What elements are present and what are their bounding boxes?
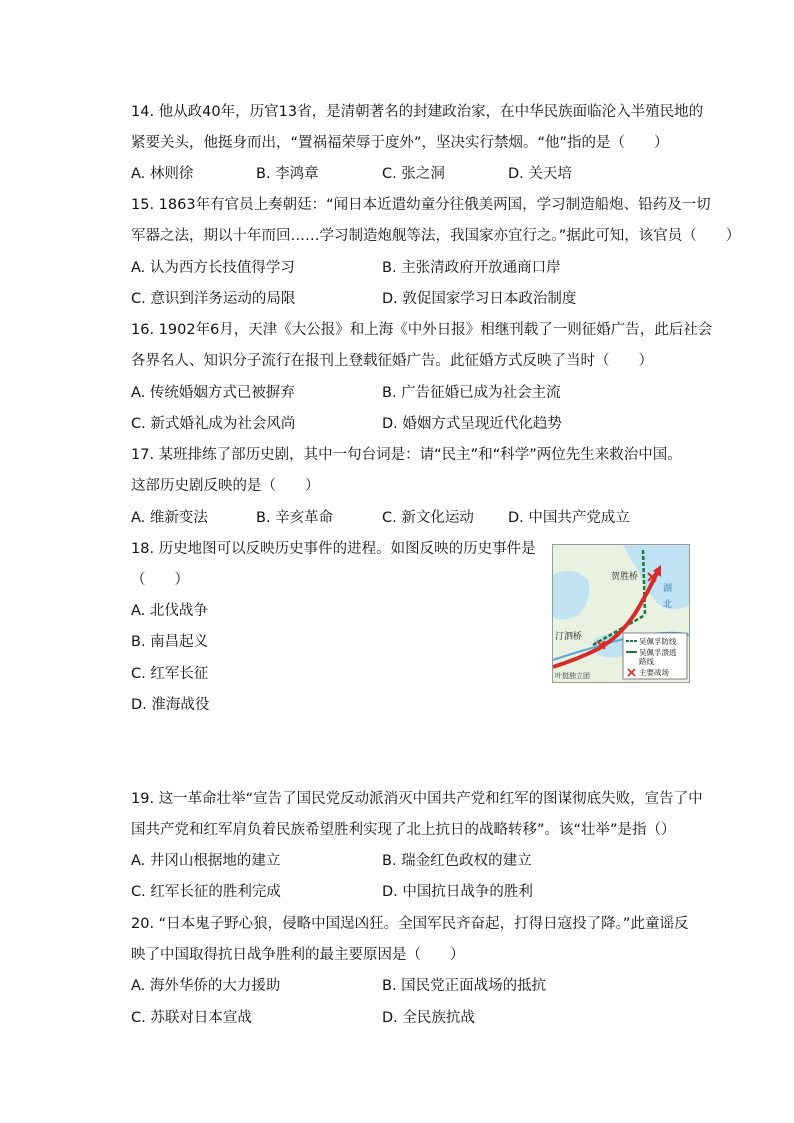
q17-option-d: D. 中国共产党成立 [508, 510, 630, 526]
q14-option-c: C. 张之洞 [382, 166, 445, 182]
q18-option-c: C. 红军长征 [131, 666, 209, 682]
q18-option-a: A. 北伐战争 [131, 603, 208, 619]
legend-defense-label: 吴佩孚防线 [639, 637, 677, 646]
q17-option-a: A. 维新变法 [131, 510, 208, 526]
q16-option-b: B. 广告征婚已成为社会主流 [382, 385, 561, 401]
q15-line1: 15. 1863年有官员上奏朝廷：“闻日本近遣幼童分往俄美两国，学习制造船炮、铅药及一切 [131, 197, 711, 213]
q16-option-d: D. 婚姻方式呈现近代化趋势 [382, 416, 562, 432]
q19-option-a: A. 井冈山根据地的建立 [131, 853, 281, 869]
q17-line1: 17. 某班排练了部历史剧，其中一句台词是：请“民主”和“科学”两位先生来救治中国。 [131, 447, 682, 463]
q20-line2: 映了中国取得抗日战争胜利的最主要原因是（ ） [131, 947, 465, 963]
q19-option-d: D. 中国抗日战争的胜利 [382, 884, 533, 900]
legend-route-label: 路线 [639, 657, 654, 666]
label-bei: 北 [663, 600, 673, 610]
q20-option-c: C. 苏联对日本宣战 [131, 1010, 252, 1026]
q16-line2: 各界名人、知识分子流行在报刊上登载征婚广告。此征婚方式反映了当时（ ） [131, 353, 653, 369]
label-hesheng-bridge: 贺胜桥 [611, 572, 639, 582]
q15-option-b: B. 主张清政府开放通商口岸 [382, 260, 561, 276]
q20-option-d: D. 全民族抗战 [382, 1010, 475, 1026]
q15-option-c: C. 意识到洋务运动的局限 [131, 291, 296, 307]
label-hu: 湖 [663, 584, 673, 594]
q15-option-d: D. 敦促国家学习日本政治制度 [382, 291, 577, 307]
legend-battle-label: 主要战场 [639, 668, 669, 677]
q16-option-c: C. 新式婚礼成为社会风尚 [131, 416, 296, 432]
q18-option-b: B. 南昌起义 [131, 634, 209, 650]
q19-option-c: C. 红军长征的胜利完成 [131, 884, 281, 900]
q19-line2: 国共产党和红军肩负着民族希望胜利实现了北上抗日的战略转移”。该“壮举”是指（） [131, 822, 676, 838]
q15-line2: 军器之法，期以十年而回……学习制造炮舰等法，我国家亦宜行之。”据此可知，该官员（ ） [131, 228, 741, 244]
q14-line2: 紧要关头，他挺身而出，“置祸福荣辱于度外”，坚决实行禁烟。“他”指的是（ ） [131, 135, 669, 151]
q15-option-a: A. 认为西方长技值得学习 [131, 260, 295, 276]
q16-option-a: A. 传统婚姻方式已被摒弃 [131, 385, 295, 401]
history-map-graphic [553, 545, 689, 682]
q19-option-b: B. 瑞金红色政权的建立 [382, 853, 532, 869]
q18-line2: （ ） [131, 572, 189, 588]
history-map [552, 544, 690, 683]
q14-option-b: B. 李鸿章 [256, 166, 319, 182]
q17-option-c: C. 新文化运动 [382, 510, 474, 526]
q18-line1: 18. 历史地图可以反映历史事件的进程。如图反映的历史事件是 [131, 541, 536, 557]
legend-retreat-label: 吴佩孚溃逃 [639, 648, 677, 657]
label-tingsi-bridge: 汀泗桥 [555, 632, 583, 642]
q14-option-d: D. 关天培 [508, 166, 572, 182]
q20-option-b: B. 国民党正面战场的抵抗 [382, 978, 547, 994]
q18-option-d: D. 淮海战役 [131, 697, 210, 713]
q17-option-b: B. 辛亥革命 [256, 510, 334, 526]
q14-line1: 14. 他从政40年，历官13省，是清朝著名的封建政治家，在中华民族面临沦入半殖民地的 [131, 104, 704, 120]
label-independent-regiment: 叶挺独立团 [555, 672, 590, 680]
q16-line1: 16. 1902年6月，天津《大公报》和上海《中外日报》相继刊载了一则征婚广告，此后社会 [131, 322, 713, 338]
q14-option-a: A. 林则徐 [131, 166, 194, 182]
q17-line2: 这部历史剧反映的是（ ） [131, 478, 320, 494]
q19-line1: 19. 这一革命壮举“宣告了国民党反动派消灭中国共产党和红军的图谋彻底失败，宣告了中 [131, 791, 703, 807]
q20-option-a: A. 海外华侨的大力援助 [131, 978, 281, 994]
q20-line1: 20. “日本鬼子野心狼，侵略中国逞凶狂。全国军民齐奋起，打得日寇投了降。”此童谣反 [131, 916, 689, 932]
